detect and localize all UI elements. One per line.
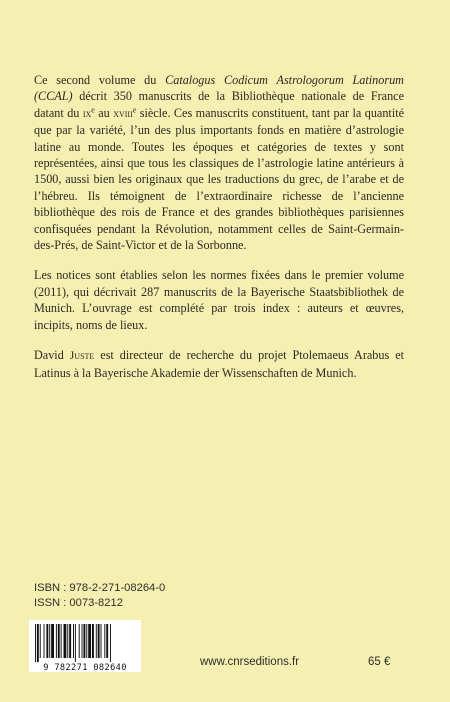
barcode-bar bbox=[51, 624, 54, 658]
barcode-bar bbox=[64, 624, 67, 658]
barcode-bar bbox=[92, 624, 94, 658]
barcode-bar bbox=[44, 624, 45, 658]
barcode-bar bbox=[104, 624, 105, 658]
barcode-bar bbox=[79, 624, 80, 658]
identifiers bbox=[34, 581, 165, 611]
author-last-name: Juste bbox=[69, 349, 95, 363]
isbn-number: ISBN : 978-2-271-08264-0 bbox=[34, 582, 166, 594]
catalogue-title: Catalogus Codicum Astrologorum Latinorum (CCAL) bbox=[34, 73, 404, 104]
century-start: ix bbox=[82, 106, 92, 120]
barcode-bar bbox=[73, 624, 74, 658]
paragraph-author-bio bbox=[34, 347, 404, 381]
text-run: décrit 350 manuscrits de la Bibliothèque nationale de France datant du bbox=[34, 89, 404, 120]
barcode-bar bbox=[46, 624, 48, 658]
barcode-bar bbox=[86, 624, 87, 658]
barcode-bar bbox=[96, 624, 97, 658]
barcode-digits: 9 782271 082640 bbox=[43, 663, 127, 673]
barcode-bars bbox=[33, 624, 137, 662]
superscript: e bbox=[132, 105, 137, 115]
barcode-bar bbox=[82, 624, 83, 658]
superscript: e bbox=[91, 105, 95, 115]
barcode-bar bbox=[35, 624, 36, 662]
description-text bbox=[34, 72, 404, 381]
barcode-bar bbox=[106, 624, 108, 658]
barcode-bar bbox=[83, 624, 85, 658]
barcode-bar bbox=[67, 624, 68, 658]
issn-number: ISSN : 0073-8212 bbox=[34, 597, 123, 609]
barcode-bar bbox=[69, 624, 71, 658]
barcode-bar bbox=[37, 624, 39, 662]
barcode-bar bbox=[56, 624, 57, 658]
barcode bbox=[29, 620, 141, 672]
text-run: Ce second volume du bbox=[34, 73, 166, 87]
barcode-bar bbox=[75, 624, 76, 662]
barcode-bar bbox=[101, 624, 102, 658]
barcode-bar bbox=[49, 624, 50, 658]
barcode-bar bbox=[40, 624, 41, 658]
publisher-website: www.cnrseditions.fr bbox=[200, 656, 300, 668]
paragraph-catalogue-description bbox=[34, 72, 404, 253]
barcode-bar bbox=[98, 624, 100, 658]
century-end: xviii bbox=[113, 106, 133, 120]
text-run: au bbox=[94, 105, 114, 120]
barcode-bar bbox=[58, 624, 60, 658]
price: 65 € bbox=[368, 656, 391, 668]
paragraph-notices: Les notices sont établies selon les normes fixées dans le premier volume (2011), qui décrivait 287 manuscrits de la Bayerische Staatsbibliothek de Munich. L’ouvrage est complété par trois index : auteurs et œuvres, incipits, noms de lieux. bbox=[34, 268, 404, 332]
text-run: siècle. Ces manuscrits constituent, tant par la quantité que par la variété, l’un des plus importants fonds en matière d’astrologie latine au monde. Toutes les époques et catégories de textes y sont représentées, ainsi que tous les classiques de l’astrologie latine antérieurs à 1500, aussi bien les originaux que les traductions du grec, de l’arabe et de l’hébreu. Ils témoignent de l’extraordinaire richesse de l’ancienne bibliothèque des rois de France et des grandes bibliothèques parisiennes confisquées pendant la Révolution, notamment celles de Saint-Germain-des-Prés, de Saint-Victor et de la Sorbonne. bbox=[34, 105, 404, 253]
barcode-bar bbox=[61, 624, 62, 658]
text-run: est directeur de recherche du projet Ptolemaeus Arabus et Latinus à la Bayerische Akademie der Wissenschaften de Munich. bbox=[34, 348, 404, 380]
author-first-name: David bbox=[34, 348, 70, 363]
barcode-bar bbox=[88, 624, 91, 658]
barcode-bar bbox=[110, 624, 111, 662]
